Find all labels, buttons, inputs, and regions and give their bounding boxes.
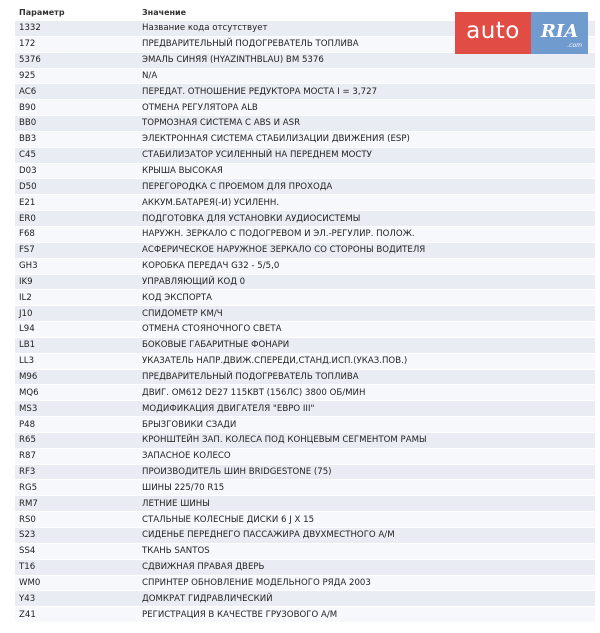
option-value: ШИНЫ 225/70 R15	[142, 482, 225, 493]
table-row	[15, 179, 595, 195]
option-value: НАРУЖН. ЗЕРКАЛО С ПОДОГРЕВОМ И ЭЛ.-РЕГУЛИР. ПОЛОЖ.	[142, 229, 415, 240]
option-value: ЭМАЛЬ СИНЯЯ (HYAZINTHBLAU) BM 5376	[142, 55, 324, 66]
option-value: КОД ЭКСПОРТА	[142, 292, 212, 303]
logo-auto-text: auto	[455, 12, 531, 54]
option-code: T16	[19, 562, 36, 573]
option-code: IL2	[19, 292, 32, 303]
option-code: ER0	[19, 213, 36, 224]
option-code: 5376	[19, 55, 41, 66]
table-row	[15, 84, 595, 100]
option-code: D50	[19, 181, 37, 192]
option-value: ОТМЕНА РЕГУЛЯТОРА ALB	[142, 102, 258, 113]
table-row	[15, 370, 595, 386]
table-row	[15, 227, 595, 243]
logo-ria-block	[531, 12, 588, 54]
table-row	[15, 417, 595, 433]
logo-com-text: .com	[567, 42, 582, 49]
option-code: J10	[19, 308, 33, 319]
option-value: СПИДОМЕТР КМ/Ч	[142, 308, 223, 319]
option-value: ЛЕТНИЕ ШИНЫ	[142, 498, 210, 509]
table-row	[15, 528, 595, 544]
option-value: ПРЕДВАРИТЕЛЬНЫЙ ПОДОГРЕВАТЕЛЬ ТОПЛИВА	[142, 371, 359, 382]
option-code: Z41	[19, 609, 36, 620]
autoria-logo	[455, 12, 588, 54]
option-value: ДОМКРАТ ГИДРАВЛИЧЕСКИЙ	[142, 593, 273, 604]
option-value: СПРИНТЕР ОБНОВЛЕНИЕ МОДЕЛЬНОГО РЯДА 2003	[142, 577, 371, 588]
option-code: BB3	[19, 134, 37, 145]
option-code: 925	[19, 70, 36, 81]
option-value: ОТМЕНА СТОЯНОЧНОГО СВЕТА	[142, 324, 282, 335]
option-code: WM0	[19, 577, 41, 588]
option-value: ПОДГОТОВКА ДЛЯ УСТАНОВКИ АУДИОСИСТЕМЫ	[142, 213, 361, 224]
table-row	[15, 401, 595, 417]
option-value: ПЕРЕГОРОДКА С ПРОЕМОМ ДЛЯ ПРОХОДА	[142, 181, 333, 192]
table-row	[15, 385, 595, 401]
logo-ria-text: RIA	[540, 20, 579, 42]
table-row	[15, 576, 595, 592]
option-code: GH3	[19, 261, 38, 272]
option-value: ПРЕДВАРИТЕЛЬНЫЙ ПОДОГРЕВАТЕЛЬ ТОПЛИВА	[142, 39, 359, 50]
column-header-value: Значение	[142, 8, 187, 17]
option-value: СДВИЖНАЯ ПРАВАЯ ДВЕРЬ	[142, 562, 265, 573]
table-row	[15, 53, 595, 69]
option-value: УКАЗАТЕЛЬ НАПР.ДВИЖ.СПЕРЕДИ,СТАНД.ИСП.(УКАЗ.ПОВ.)	[142, 356, 408, 367]
option-code: P48	[19, 419, 36, 430]
table-row	[15, 607, 595, 623]
table-row	[15, 69, 595, 85]
option-value: СТАБИЛИЗАТОР УСИЛЕННЫЙ НА ПЕРЕДНЕМ МОСТУ	[142, 150, 372, 161]
option-value: ДВИГ. OM612 DE27 115KBT (156ЛС) 3800 ОБ/МИН	[142, 387, 366, 398]
option-code: MS3	[19, 403, 38, 414]
option-value: БОКОВЫЕ ГАБАРИТНЫЕ ФОНАРИ	[142, 340, 290, 351]
table-row	[15, 560, 595, 576]
option-value: СИДЕНЬЕ ПЕРЕДНЕГО ПАССАЖИРА ДВУХМЕСТНОГО А/М	[142, 530, 395, 541]
option-value: ТОРМОЗНАЯ СИСТЕМА С ABS И ASR	[142, 118, 301, 129]
table-row	[15, 259, 595, 275]
table-row	[15, 116, 595, 132]
option-code: RF3	[19, 467, 36, 478]
option-code: AC6	[19, 86, 37, 97]
table-row	[15, 195, 595, 211]
table-row	[15, 480, 595, 496]
option-code: B90	[19, 102, 36, 113]
table-row	[15, 211, 595, 227]
option-code: LL3	[19, 356, 35, 367]
option-value: Название кода отсутствует	[142, 23, 268, 34]
option-code: R65	[19, 435, 36, 446]
option-value: КРОНШТЕЙН ЗАП. КОЛЕСА ПОД КОНЦЕВЫМ СЕГМЕНТОМ РАМЫ	[142, 435, 427, 446]
option-value: СТАЛЬНЫЕ КОЛЕСНЫЕ ДИСКИ 6 J X 15	[142, 514, 315, 525]
option-code: RS0	[19, 514, 36, 525]
option-value: ПЕРЕДАТ. ОТНОШЕНИЕ РЕДУКТОРА МОСТА I = 3,727	[142, 86, 378, 97]
table-row	[15, 290, 595, 306]
option-value: КРЫША ВЫСОКАЯ	[142, 166, 223, 177]
option-value: ЭЛЕКТРОННАЯ СИСТЕМА СТАБИЛИЗАЦИИ ДВИЖЕНИЯ (ESP)	[142, 134, 410, 145]
option-code: BB0	[19, 118, 37, 129]
table-row	[15, 132, 595, 148]
table-row	[15, 322, 595, 338]
option-code: E21	[19, 197, 36, 208]
option-value: ТКАНЬ SANTOS	[142, 546, 210, 557]
table-row	[15, 433, 595, 449]
option-value: АСФЕРИЧЕСКОЕ НАРУЖНОЕ ЗЕРКАЛО СО СТОРОНЫ ВОДИТЕЛЯ	[142, 245, 426, 256]
option-value: УПРАВЛЯЮЩИЙ КОД 0	[142, 276, 246, 287]
table-row	[15, 496, 595, 512]
option-code: IK9	[19, 276, 33, 287]
table-row	[15, 544, 595, 560]
option-code: Y43	[19, 593, 36, 604]
option-code: MQ6	[19, 387, 39, 398]
table-row	[15, 243, 595, 259]
options-table	[15, 4, 595, 623]
table-row	[15, 100, 595, 116]
table-row	[15, 591, 595, 607]
option-code: 1332	[19, 23, 41, 34]
option-code: L94	[19, 324, 35, 335]
option-code: RG5	[19, 482, 38, 493]
option-code: M96	[19, 371, 38, 382]
table-row	[15, 306, 595, 322]
option-value: РЕГИСТРАЦИЯ В КАЧЕСТВЕ ГРУЗОВОГО А/М	[142, 609, 338, 620]
option-value: АККУМ.БАТАРЕЯ(-И) УСИЛЕНН.	[142, 197, 280, 208]
table-body	[15, 21, 595, 623]
option-value: МОДИФИКАЦИЯ ДВИГАТЕЛЯ "ЕВРО III"	[142, 403, 315, 414]
option-code: D03	[19, 166, 37, 177]
table-row	[15, 164, 595, 180]
table-row	[15, 512, 595, 528]
option-code: LB1	[19, 340, 36, 351]
column-header-param: Параметр	[19, 8, 65, 17]
option-code: FS7	[19, 245, 35, 256]
option-code: RM7	[19, 498, 38, 509]
option-code: 172	[19, 39, 36, 50]
option-value: КОРОБКА ПЕРЕДАЧ G32 - 5/5,0	[142, 261, 280, 272]
option-code: F68	[19, 229, 35, 240]
option-code: R87	[19, 451, 36, 462]
option-code: C45	[19, 150, 36, 161]
option-value: N/A	[142, 70, 158, 81]
option-value: ПРОИЗВОДИТЕЛЬ ШИН BRIDGESTONE (75)	[142, 467, 332, 478]
table-row	[15, 148, 595, 164]
table-row	[15, 338, 595, 354]
table-row	[15, 465, 595, 481]
option-code: S23	[19, 530, 36, 541]
option-value: ЗАПАСНОЕ КОЛЕСО	[142, 451, 231, 462]
table-row	[15, 354, 595, 370]
table-row	[15, 275, 595, 291]
table-row	[15, 449, 595, 465]
option-code: SS4	[19, 546, 36, 557]
option-value: БРЫЗГОВИКИ СЗАДИ	[142, 419, 237, 430]
